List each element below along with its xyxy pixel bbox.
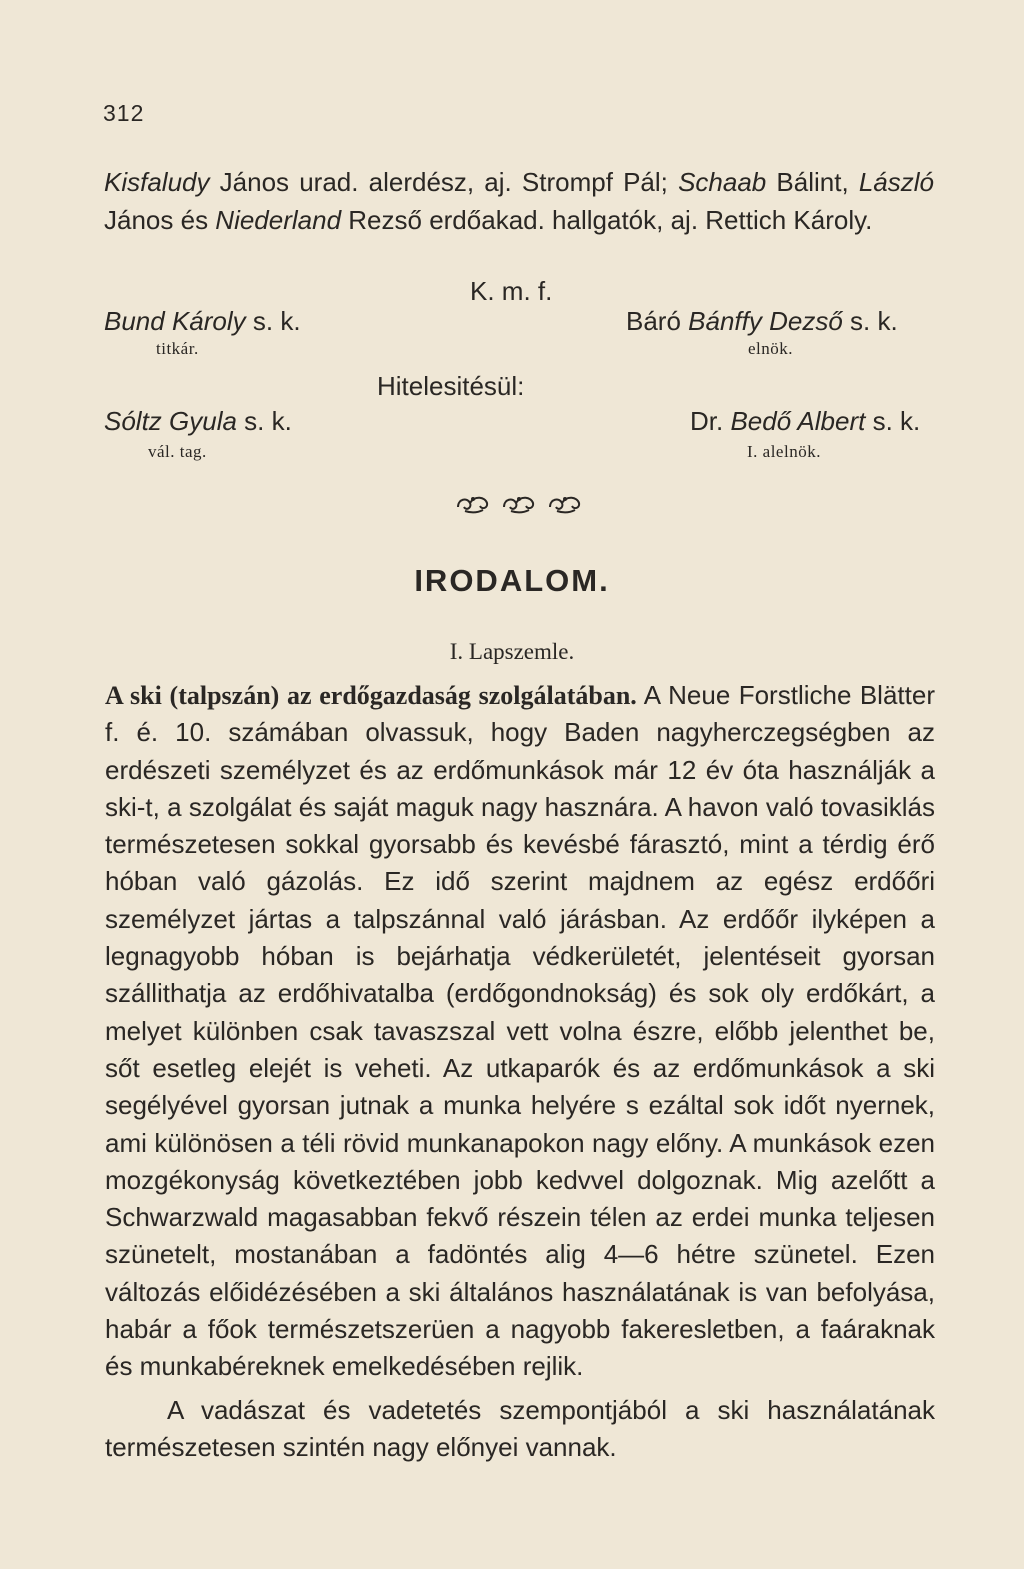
person-name: Schaab	[678, 167, 767, 197]
signature-role: I. alelnök.	[747, 442, 821, 461]
signature-member	[104, 406, 292, 437]
signature-president	[626, 306, 898, 337]
intro-paragraph	[104, 163, 934, 239]
kmf-label: K. m. f.	[470, 276, 553, 306]
fleuron-icon	[501, 493, 537, 515]
signature-sk: s. k.	[865, 406, 921, 436]
signature-vice-president	[690, 406, 920, 437]
signature-title: Dr.	[690, 406, 731, 436]
signature-sk: s. k.	[842, 306, 898, 336]
article-text: A Neue Forstliche Blätter f. é. 10. számában olvassuk, hogy Baden nagyherczegségben az erdészeti személyzet és az erdőmunkások már 12 év óta használják a ski-t, a szolgálat és saját maguk nagy hasznára. A havon való tovasiklás természetesen sokkal gyorsabb és kevésbé fárasztó, mint a térdig érő hóban való gázolás. Ez idő szerint majdnem az egész erdőőri személyzet jártas a talpszánnal való járásban. Az erdőőr ilyképen a legnagyobb hóban is bejárhatja védkerületét, jelentéseit gyorsan szállithatja az erdőhivatalba (erdőgondnokság) és sok oly erdőkárt, a melyet különben csak tavaszszal vett volna észre, előbb jelenthet be, sőt esetleg elejét is veheti. Az utkaparók és az erdőmunkások a ski segélyével gyorsan jutnak a munka helyére s ezáltal sok időt nyernek, ami különösen a téli rövid munkanapokon nagy előny. A munkások ezen mozgékonyság következtében jobb kedvvel dolgoznak. Mig azelőtt a Schwarzwald magasabban fekvő részein télen az erdei munka teljesen szünetelt, mostanában a fadöntés alig 4—6 hétre szünetel. Ezen változás előidézésében a ski általános használatának is van befolyása, habár a főok természetszerüen a nagyobb fakeresletben, a faáraknak és munkabéreknek emelkedésében rejlik.	[105, 680, 935, 1382]
intro-text: Rezső erdőakad. hallgatók, aj. Rettich Károly.	[341, 205, 873, 235]
article-paragraph	[105, 677, 935, 1386]
person-name: Kisfaludy	[104, 167, 210, 197]
signature-secretary	[104, 306, 301, 337]
signature-role: titkár.	[156, 339, 199, 358]
signature-title: Báró	[626, 306, 689, 336]
fleuron-icon	[455, 493, 491, 515]
section-subheading: I. Lapszemle.	[449, 639, 575, 664]
intro-text: János urad. alerdész, aj. Strompf Pál;	[209, 167, 679, 197]
signature-sk: s. k.	[245, 306, 301, 336]
signature-name: Bánffy Dezső	[688, 306, 843, 336]
article-title: A ski (talpszán) az erdőgazdaság szolgálatában.	[105, 681, 637, 710]
signature-name: Bund Károly	[104, 306, 246, 336]
fleuron-icon	[547, 493, 583, 515]
intro-text: Bálint,	[766, 167, 859, 197]
signature-role: elnök.	[748, 339, 794, 358]
person-name: László	[858, 167, 934, 197]
article-paragraph: A vadászat és vadetetés szempontjából a ski használatának természetesen szintén nagy előnyei vannak.	[105, 1394, 935, 1462]
signature-name: Sóltz Gyula	[104, 406, 237, 436]
page-number: 312	[103, 100, 145, 126]
intro-text: János és	[104, 205, 216, 235]
section-heading: IRODALOM.	[414, 563, 610, 598]
signature-role: vál. tag.	[148, 442, 207, 461]
authentication-label: Hitelesitésül:	[377, 371, 525, 401]
fleuron-ornament-icon	[455, 493, 583, 515]
signature-sk: s. k.	[236, 406, 292, 436]
signature-name: Bedő Albert	[730, 406, 866, 436]
person-name: Niederland	[215, 205, 342, 235]
article-body	[105, 677, 935, 1466]
